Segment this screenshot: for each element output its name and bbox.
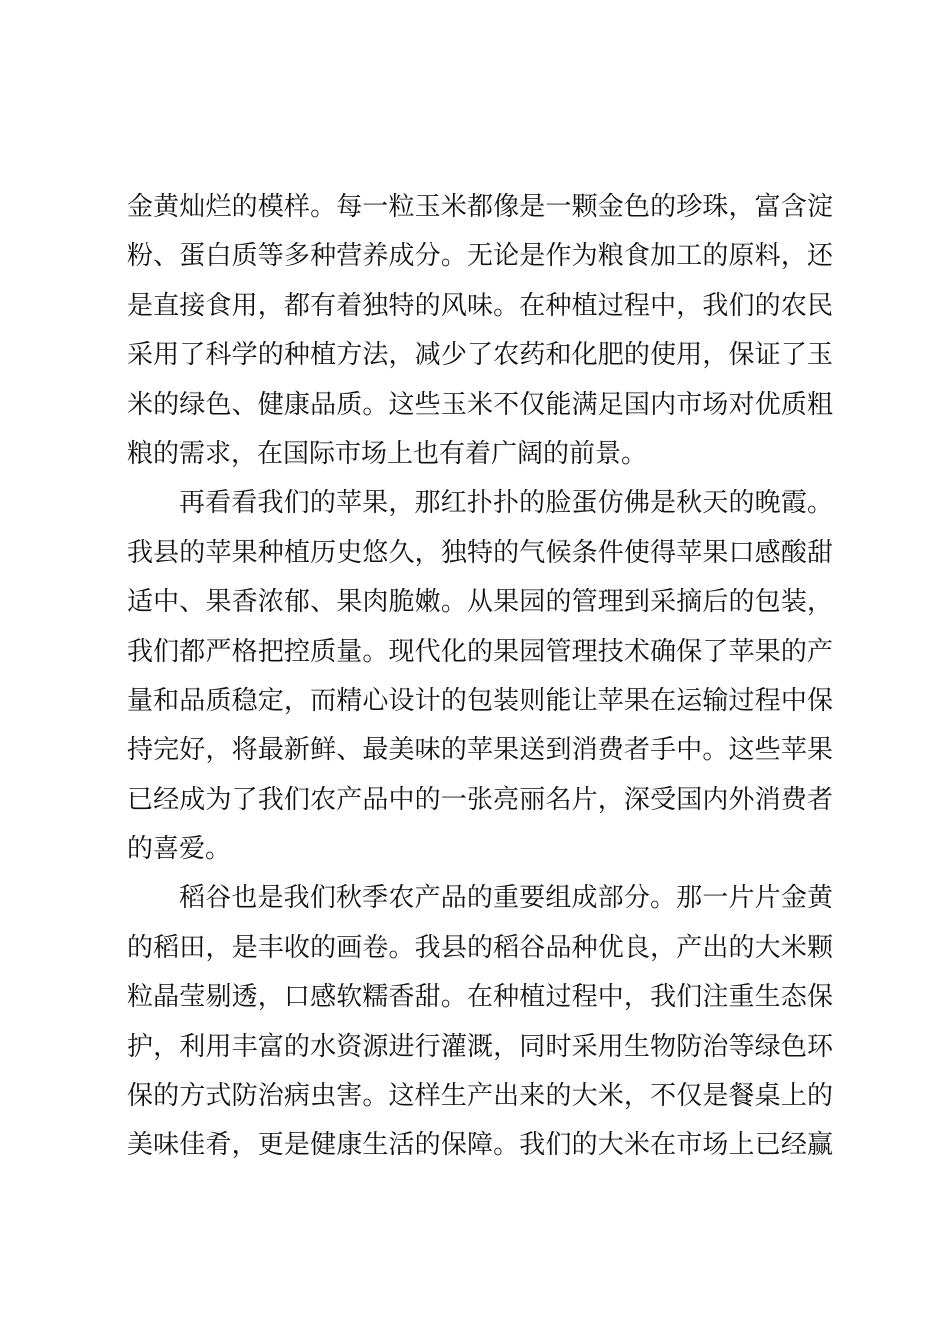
paragraph-2-line-6: 持完好，将最新鲜、最美味的苹果送到消费者手中。这些苹果 bbox=[127, 735, 833, 766]
paragraph-2-line-5: 量和品质稳定，而精心设计的包装则能让苹果在运输过程中保 bbox=[127, 685, 833, 716]
paragraph-3-line-6: 美味佳肴，更是健康生活的保障。我们的大米在市场上已经赢 bbox=[127, 1130, 833, 1161]
paragraph-3-line-4: 护，利用丰富的水资源进行灌溉，同时采用生物防治等绿色环 bbox=[127, 1031, 833, 1062]
paragraph-2-line-4: 我们都严格把控质量。现代化的果园管理技术确保了苹果的产 bbox=[127, 636, 833, 667]
paragraph-3-line-5: 保的方式防治病虫害。这样生产出来的大米，不仅是餐桌上的 bbox=[127, 1081, 833, 1112]
paragraph-3-line-2: 的稻田，是丰收的画卷。我县的稻谷品种优良，产出的大米颗 bbox=[127, 932, 833, 963]
paragraph-1-line-3: 是直接食用，都有着独特的风味。在种植过程中，我们的农民 bbox=[127, 290, 833, 321]
paragraph-1-line-6: 粮的需求，在国际市场上也有着广阔的前景。 bbox=[127, 438, 648, 469]
paragraph-1-line-5: 米的绿色、健康品质。这些玉米不仅能满足国内市场对优质粗 bbox=[127, 389, 833, 420]
body-text bbox=[127, 183, 833, 1171]
paragraph-2-line-1: 再看看我们的苹果，那红扑扑的脸蛋仿佛是秋天的晚霞。 bbox=[179, 488, 833, 519]
paragraph-1-line-1: 金黄灿烂的模样。每一粒玉米都像是一颗金色的珍珠，富含淀 bbox=[127, 192, 833, 222]
paragraph-2-line-7: 已经成为了我们农产品中的一张亮丽名片，深受国内外消费者 bbox=[127, 784, 833, 815]
paragraph-3-line-3: 粒晶莹剔透，口感软糯香甜。在种植过程中，我们注重生态保 bbox=[127, 982, 833, 1013]
paragraph-2-line-8: 的喜爱。 bbox=[127, 834, 232, 865]
paragraph-2-line-3: 适中、果香浓郁、果肉脆嫩。从果园的管理到采摘后的包装， bbox=[127, 587, 833, 618]
paragraph-1-line-4: 采用了科学的种植方法，减少了农药和化肥的使用，保证了玉 bbox=[127, 340, 833, 371]
paragraph-1-line-2: 粉、蛋白质等多种营养成分。无论是作为粮食加工的原料，还 bbox=[127, 241, 833, 272]
paragraph-3-line-1: 稻谷也是我们秋季农产品的重要组成部分。那一片片金黄 bbox=[179, 883, 833, 914]
paragraph-2-line-2: 我县的苹果种植历史悠久，独特的气候条件使得苹果口感酸甜 bbox=[127, 537, 833, 568]
